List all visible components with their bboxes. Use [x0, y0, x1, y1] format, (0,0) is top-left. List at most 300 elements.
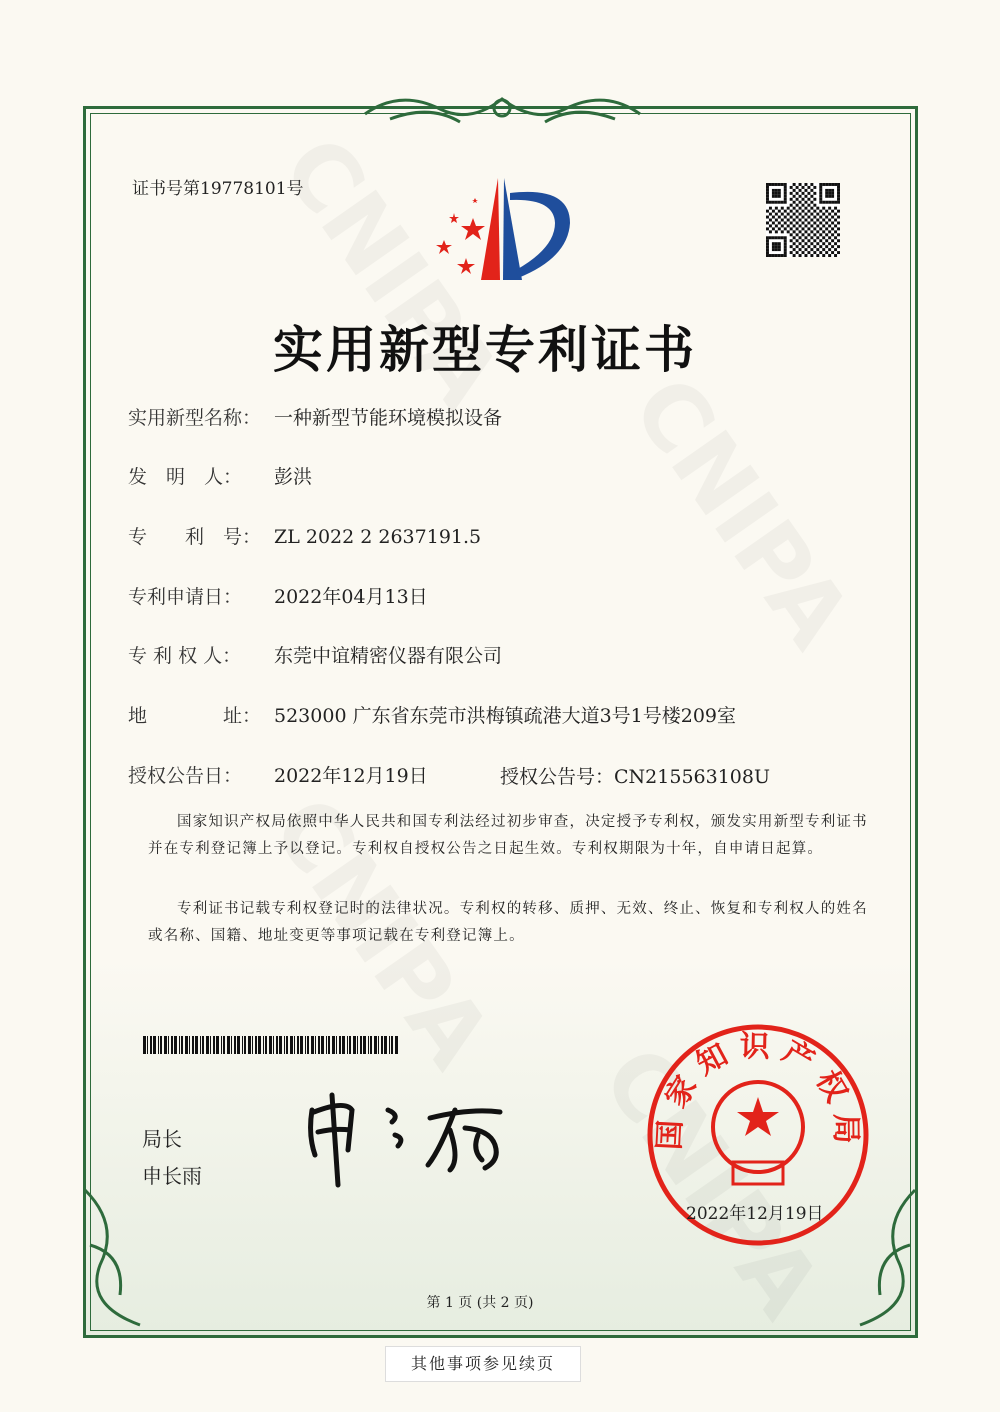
barcode-bar: [168, 1036, 169, 1054]
qr-module: [807, 216, 810, 219]
qr-module: [802, 186, 805, 189]
qr-module: [769, 207, 772, 210]
qr-module: [778, 254, 781, 257]
field-value: 彭洪: [274, 466, 313, 488]
field-label: 专 利 权 人：: [128, 645, 242, 667]
qr-module: [784, 221, 787, 224]
qr-module: [799, 230, 802, 233]
qr-module: [775, 248, 778, 251]
qr-module: [837, 227, 840, 230]
qr-module: [781, 224, 784, 227]
qr-module: [831, 239, 834, 242]
barcode-bar: [164, 1036, 167, 1054]
qr-module: [772, 201, 775, 204]
barcode-bar: [248, 1036, 251, 1054]
barcode: [143, 1036, 399, 1054]
qr-module: [802, 227, 805, 230]
qr-module: [816, 248, 819, 251]
field-value: 东莞中谊精密仪器有限公司: [274, 645, 503, 667]
barcode-bar: [315, 1036, 316, 1054]
qr-code[interactable]: [766, 183, 840, 257]
qr-module: [828, 236, 831, 239]
qr-module: [804, 230, 807, 233]
qr-module: [793, 201, 796, 204]
qr-module: [825, 216, 828, 219]
qr-module: [813, 245, 816, 248]
qr-module: [837, 233, 840, 236]
qr-module: [796, 251, 799, 254]
qr-module: [790, 233, 793, 236]
qr-module: [778, 216, 781, 219]
qr-module: [831, 233, 834, 236]
qr-module: [802, 216, 805, 219]
qr-module: [781, 183, 784, 186]
qr-module: [784, 242, 787, 245]
field-patentee: [128, 641, 502, 668]
qr-module: [816, 236, 819, 239]
qr-module: [825, 251, 828, 254]
qr-module: [784, 183, 787, 186]
qr-module: [769, 201, 772, 204]
barcode-bar: [294, 1036, 295, 1054]
qr-module: [807, 198, 810, 201]
qr-module: [766, 216, 769, 219]
barcode-bar: [321, 1036, 324, 1054]
qr-module: [810, 195, 813, 198]
qr-module: [834, 230, 837, 233]
qr-module: [822, 248, 825, 251]
qr-module: [766, 210, 769, 213]
barcode-bar: [143, 1036, 146, 1054]
qr-module: [775, 254, 778, 257]
qr-module: [825, 195, 828, 198]
qr-module: [802, 204, 805, 207]
qr-module: [772, 216, 775, 219]
qr-module: [819, 227, 822, 230]
qr-module: [799, 224, 802, 227]
barcode-bar: [374, 1036, 377, 1054]
barcode-bar: [349, 1036, 351, 1054]
corner-ornament-left-icon: [80, 1185, 160, 1335]
barcode-bar: [395, 1036, 398, 1054]
qr-module: [766, 236, 769, 239]
qr-module: [807, 221, 810, 224]
qr-module: [766, 227, 769, 230]
barcode-bar: [202, 1036, 204, 1054]
qr-module: [819, 195, 822, 198]
qr-module: [807, 186, 810, 189]
qr-module: [834, 183, 837, 186]
barcode-bar: [244, 1036, 246, 1054]
qr-module: [784, 227, 787, 230]
qr-module: [810, 224, 813, 227]
barcode-bar: [263, 1036, 264, 1054]
barcode-bar: [158, 1036, 159, 1054]
qr-module: [822, 224, 825, 227]
qr-module: [778, 192, 781, 195]
barcode-bar: [370, 1036, 372, 1054]
qr-module: [775, 219, 778, 222]
qr-module: [837, 210, 840, 213]
barcode-bar: [279, 1036, 282, 1054]
qr-module: [825, 245, 828, 248]
certificate-number: 证书号第19778101号: [132, 179, 304, 199]
qr-module: [816, 213, 819, 216]
signer-title: 局长: [142, 1127, 182, 1151]
qr-module: [766, 254, 769, 257]
qr-module: [810, 213, 813, 216]
qr-module: [807, 251, 810, 254]
qr-module: [796, 204, 799, 207]
qr-module: [781, 207, 784, 210]
barcode-bar: [210, 1036, 211, 1054]
qr-module: [769, 230, 772, 233]
qr-module: [831, 227, 834, 230]
qr-module: [828, 248, 831, 251]
qr-module: [799, 236, 802, 239]
qr-module: [781, 236, 784, 239]
qr-module: [804, 213, 807, 216]
qr-module: [787, 219, 790, 222]
barcode-bar: [200, 1036, 201, 1054]
page-title: 实用新型专利证书: [273, 320, 697, 379]
qr-module: [807, 245, 810, 248]
barcode-bar: [206, 1036, 209, 1054]
qr-module: [769, 183, 772, 186]
continued-note: 其他事项参见续页: [385, 1346, 581, 1382]
qr-module: [775, 230, 778, 233]
qr-module: [822, 207, 825, 210]
qr-module: [790, 186, 793, 189]
qr-module: [778, 245, 781, 248]
qr-module: [772, 192, 775, 195]
qr-module: [834, 201, 837, 204]
qr-module: [784, 192, 787, 195]
qr-module: [793, 213, 796, 216]
qr-module: [834, 219, 837, 222]
qr-module: [819, 186, 822, 189]
qr-module: [804, 242, 807, 245]
field-value: 2022年12月19日: [274, 765, 428, 787]
qr-module: [828, 189, 831, 192]
qr-module: [816, 230, 819, 233]
barcode-bar: [276, 1036, 278, 1054]
cnipa-logo: [430, 178, 580, 288]
qr-module: [793, 195, 796, 198]
qr-module: [834, 207, 837, 210]
qr-module: [819, 233, 822, 236]
qr-module: [837, 245, 840, 248]
qr-module: [819, 183, 822, 186]
qr-module: [796, 227, 799, 230]
qr-module: [828, 219, 831, 222]
qr-module: [807, 227, 810, 230]
barcode-bar: [147, 1036, 148, 1054]
qr-module: [825, 210, 828, 213]
qr-module: [787, 224, 790, 227]
barcode-bar: [381, 1036, 383, 1054]
barcode-bar: [300, 1036, 303, 1054]
field-label: 授权公告号：: [500, 766, 615, 788]
barcode-bar: [389, 1036, 390, 1054]
qr-module: [784, 186, 787, 189]
qr-module: [772, 254, 775, 257]
barcode-bar: [213, 1036, 215, 1054]
barcode-bar: [332, 1036, 335, 1054]
qr-module: [778, 242, 781, 245]
top-ornament-icon: [360, 84, 645, 132]
qr-module: [772, 227, 775, 230]
qr-module: [769, 254, 772, 257]
qr-module: [810, 201, 813, 204]
qr-module: [790, 210, 793, 213]
qr-module: [828, 242, 831, 245]
qr-module: [804, 236, 807, 239]
qr-module: [816, 254, 819, 257]
qr-module: [799, 213, 802, 216]
field-application-date: [128, 582, 428, 609]
qr-module: [813, 251, 816, 254]
qr-module: [813, 216, 816, 219]
qr-module: [793, 254, 796, 257]
qr-module: [822, 201, 825, 204]
qr-module: [790, 221, 793, 224]
qr-module: [828, 213, 831, 216]
barcode-bar: [150, 1036, 152, 1054]
qr-module: [837, 251, 840, 254]
barcode-bar: [342, 1036, 345, 1054]
barcode-bar: [258, 1036, 261, 1054]
qr-module: [769, 213, 772, 216]
qr-module: [819, 210, 822, 213]
barcode-bar: [174, 1036, 177, 1054]
qr-module: [831, 192, 834, 195]
qr-module: [834, 224, 837, 227]
qr-module: [831, 245, 834, 248]
qr-module: [769, 236, 772, 239]
qr-module: [819, 221, 822, 224]
barcode-bar: [269, 1036, 272, 1054]
qr-module: [796, 198, 799, 201]
field-patent-number: [128, 522, 481, 549]
qr-module: [837, 189, 840, 192]
field-label: 专 利 号：: [128, 526, 262, 548]
qr-module: [778, 201, 781, 204]
qr-module: [831, 189, 834, 192]
qr-module: [802, 233, 805, 236]
signature: [300, 1090, 520, 1190]
qr-module: [766, 198, 769, 201]
qr-module: [790, 251, 793, 254]
qr-module: [837, 195, 840, 198]
qr-module: [802, 210, 805, 213]
qr-module: [775, 207, 778, 210]
qr-module: [799, 207, 802, 210]
qr-module: [796, 210, 799, 213]
qr-module: [825, 189, 828, 192]
qr-module: [802, 221, 805, 224]
qr-module: [804, 201, 807, 204]
qr-module: [810, 189, 813, 192]
qr-module: [790, 245, 793, 248]
qr-module: [775, 195, 778, 198]
field-value: CN215563108U: [614, 766, 770, 788]
qr-module: [837, 192, 840, 195]
qr-module: [822, 236, 825, 239]
qr-module: [781, 213, 784, 216]
qr-module: [784, 189, 787, 192]
qr-module: [802, 251, 805, 254]
qr-module: [825, 233, 828, 236]
qr-module: [799, 248, 802, 251]
field-grant-date: [128, 761, 428, 788]
qr-module: [796, 221, 799, 224]
qr-module: [775, 224, 778, 227]
qr-module: [819, 198, 822, 201]
qr-module: [807, 192, 810, 195]
qr-module: [796, 192, 799, 195]
qr-module: [837, 239, 840, 242]
qr-module: [790, 192, 793, 195]
qr-module: [766, 201, 769, 204]
qr-module: [831, 216, 834, 219]
qr-module: [766, 183, 769, 186]
qr-module: [766, 221, 769, 224]
qr-module: [816, 242, 819, 245]
qr-module: [802, 198, 805, 201]
qr-module: [793, 236, 796, 239]
qr-module: [831, 251, 834, 254]
qr-module: [825, 192, 828, 195]
qr-module: [831, 201, 834, 204]
barcode-bar: [347, 1036, 348, 1054]
qr-module: [766, 245, 769, 248]
barcode-bar: [297, 1036, 299, 1054]
barcode-bar: [368, 1036, 369, 1054]
field-inventor: [128, 462, 312, 489]
qr-module: [810, 254, 813, 257]
qr-module: [825, 239, 828, 242]
qr-module: [781, 230, 784, 233]
qr-module: [813, 227, 816, 230]
barcode-bar: [189, 1036, 190, 1054]
barcode-bar: [328, 1036, 330, 1054]
qr-module: [822, 254, 825, 257]
qr-module: [807, 210, 810, 213]
qr-module: [784, 198, 787, 201]
qr-module: [787, 207, 790, 210]
qr-module: [816, 207, 819, 210]
barcode-bar: [311, 1036, 314, 1054]
qr-module: [772, 245, 775, 248]
barcode-bar: [273, 1036, 274, 1054]
qr-module: [813, 204, 816, 207]
legal-paragraph: 专利证书记载专利权登记时的法律状况。专利权的转移、质押、无效、终止、恢复和专利权人的姓名或名称、国籍、地址变更等事项记载在专利登记簿上。: [148, 901, 868, 944]
barcode-bar: [360, 1036, 362, 1054]
qr-module: [810, 242, 813, 245]
qr-module: [766, 192, 769, 195]
qr-module: [799, 219, 802, 222]
qr-module: [828, 254, 831, 257]
qr-module: [796, 233, 799, 236]
qr-module: [778, 210, 781, 213]
qr-module: [784, 195, 787, 198]
qr-module: [819, 201, 822, 204]
barcode-bar: [216, 1036, 219, 1054]
qr-module: [828, 195, 831, 198]
qr-module: [810, 236, 813, 239]
barcode-bar: [326, 1036, 327, 1054]
qr-module: [837, 198, 840, 201]
qr-module: [831, 195, 834, 198]
qr-module: [802, 239, 805, 242]
field-value: 一种新型节能环境模拟设备: [274, 407, 503, 429]
qr-module: [790, 239, 793, 242]
qr-module: [807, 239, 810, 242]
qr-module: [804, 183, 807, 186]
qr-module: [784, 248, 787, 251]
barcode-bar: [231, 1036, 232, 1054]
qr-module: [834, 213, 837, 216]
barcode-bar: [227, 1036, 230, 1054]
qr-module: [790, 198, 793, 201]
qr-module: [784, 236, 787, 239]
qr-module: [787, 213, 790, 216]
qr-module: [810, 230, 813, 233]
qr-module: [799, 189, 802, 192]
qr-module: [790, 204, 793, 207]
qr-module: [790, 227, 793, 230]
seal-date: 2022年12月19日: [686, 1204, 824, 1224]
barcode-bar: [237, 1036, 240, 1054]
qr-module: [784, 201, 787, 204]
qr-module: [828, 207, 831, 210]
barcode-bar: [339, 1036, 341, 1054]
field-label: 地 址：: [128, 705, 262, 727]
barcode-bar: [307, 1036, 309, 1054]
qr-module: [807, 233, 810, 236]
qr-module: [775, 201, 778, 204]
page-indicator: 第 1 页 (共 2 页): [426, 1295, 534, 1311]
barcode-bar: [290, 1036, 293, 1054]
qr-module: [810, 219, 813, 222]
qr-module: [822, 183, 825, 186]
qr-module: [813, 186, 816, 189]
qr-module: [834, 236, 837, 239]
qr-module: [778, 221, 781, 224]
qr-module: [775, 213, 778, 216]
barcode-bar: [223, 1036, 225, 1054]
qr-module: [784, 254, 787, 257]
barcode-bar: [363, 1036, 366, 1054]
qr-module: [822, 219, 825, 222]
field-label: 实用新型名称：: [128, 407, 262, 429]
qr-module: [784, 216, 787, 219]
qr-module: [775, 245, 778, 248]
qr-module: [778, 195, 781, 198]
qr-module: [813, 239, 816, 242]
qr-module: [828, 183, 831, 186]
qr-module: [819, 251, 822, 254]
qr-module: [766, 248, 769, 251]
barcode-bar: [357, 1036, 358, 1054]
qr-module: [804, 254, 807, 257]
barcode-bar: [265, 1036, 267, 1054]
qr-module: [772, 248, 775, 251]
signer-name: 申长雨: [142, 1164, 202, 1188]
qr-module: [787, 230, 790, 233]
barcode-bar: [384, 1036, 387, 1054]
